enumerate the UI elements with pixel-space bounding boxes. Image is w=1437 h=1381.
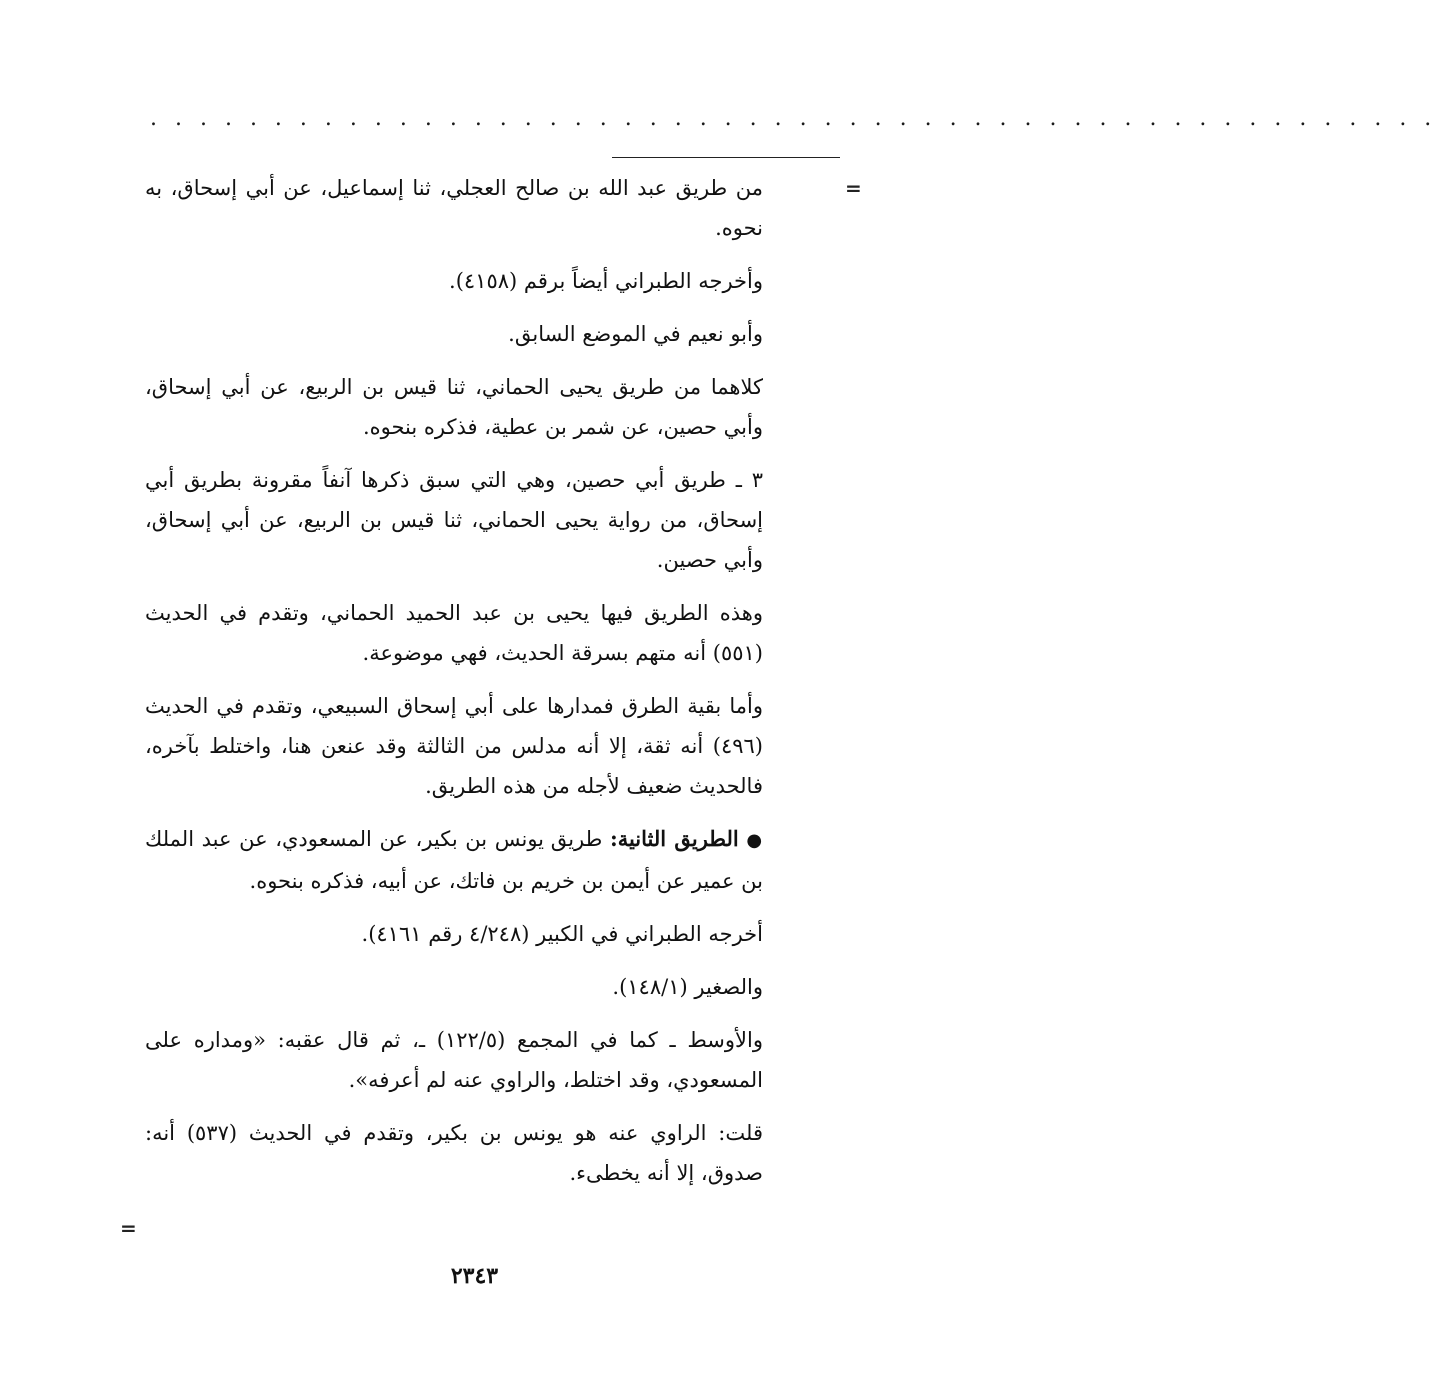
- paragraph: وهذه الطريق فيها يحيى بن عبد الحميد الحماني، وتقدم في الحديث (٥٥١) أنه متهم بسرقة الحديث، فهي موضوعة.: [145, 601, 763, 665]
- second-route-text: طريق يونس بن بكير، عن المسعودي، عن عبد الملك بن عمير عن أيمن بن خريم بن فاتك، عن أبيه، فذكره بنحوه.: [145, 827, 763, 893]
- paragraph: وأما بقية الطرق فمدارها على أبي إسحاق السبيعي، وتقدم في الحديث (٤٩٦) أنه ثقة، إلا أنه مدلس من الثالثة وقد عنعن هنا، واختلط بآخره، فالحديث ضعيف لأجله من هذه الطريق.: [145, 694, 763, 798]
- paragraph: قلت: الراوي عنه هو يونس بن بكير، وتقدم في الحديث (٥٣٧) أنه: صدوق، إلا أنه يخطىء.: [145, 1121, 763, 1185]
- paragraph: من طريق عبد الله بن صالح العجلي، ثنا إسماعيل، عن أبي إسحاق، به نحوه.: [145, 176, 763, 240]
- paragraph: ٣ ـ طريق أبي حصين، وهي التي سبق ذكرها آنفاً مقرونة بطريق أبي إسحاق، من رواية يحيى الحماني، ثنا قيس بن الربيع، عن أبي إسحاق، وأبي حصين.: [145, 468, 763, 572]
- footnote-separator-rule: [612, 157, 840, 158]
- continuation-mark-bottom: =: [120, 1216, 137, 1240]
- paragraph: كلاهما من طريق يحيى الحماني، ثنا قيس بن الربيع، عن أبي إسحاق، وأبي حصين، عن شمر بن عطية، فذكره بنحوه.: [145, 375, 763, 439]
- page-number: ٢٣٤٣: [450, 1263, 499, 1289]
- footnote-text-block: [145, 168, 763, 1206]
- continuation-mark-top: =: [845, 176, 862, 200]
- paragraph: والأوسط ـ كما في المجمع (١٢٢/٥) ـ، ثم قال عقبه: «ومداره على المسعودي، وقد اختلط، والراوي عنه لم أعرفه».: [145, 1028, 763, 1092]
- bullet-icon: ●: [746, 830, 763, 851]
- paragraph: وأخرجه الطبراني أيضاً برقم (٤١٥٨).: [449, 269, 763, 293]
- header-dotted-line: . . . . . . . . . . . . . . . . . . . . . . . . . . . . . . . . . . . . . . . . . . . . . . . . . . . .: [150, 106, 1437, 131]
- second-route-paragraph: [145, 819, 763, 901]
- paragraph: وأبو نعيم في الموضع السابق.: [508, 322, 763, 346]
- paragraph: والصغير (١٤٨/١).: [612, 975, 763, 999]
- paragraph: أخرجه الطبراني في الكبير (٤/٢٤٨ رقم ٤١٦١).: [361, 922, 763, 946]
- second-route-heading: الطريق الثانية:: [609, 826, 739, 851]
